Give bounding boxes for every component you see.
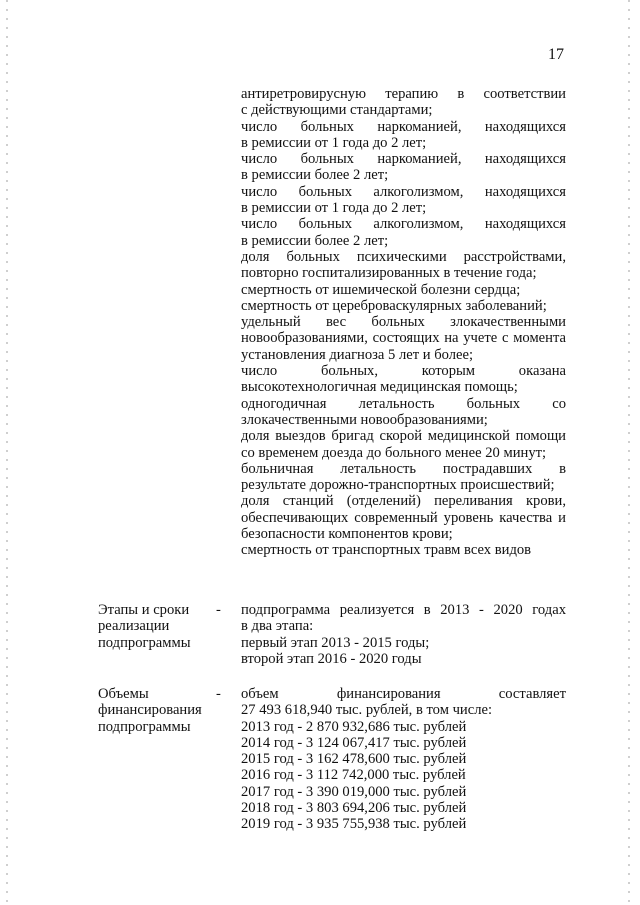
- stages-label: [98, 602, 213, 651]
- page-number: 17: [548, 46, 564, 63]
- financing-dash: -: [216, 686, 221, 702]
- financing-line: 2015 год - 3 162 478,600 тыс. рублей: [241, 751, 467, 768]
- financing-label-line: финансирования: [98, 702, 202, 719]
- stages-line: второй этап 2016 - 2020 годы: [241, 650, 422, 667]
- indicator-line: удельный вес больных злокачественными: [241, 314, 566, 331]
- indicator-line: число больных наркоманией, находящихся: [241, 118, 566, 135]
- financing-line: 2017 год - 3 390 019,000 тыс. рублей: [241, 783, 467, 800]
- financing-line: 2013 год - 2 870 932,686 тыс. рублей: [241, 718, 467, 735]
- indicator-line: новообразованиями, состоящих на учете с момента: [241, 330, 566, 347]
- indicator-line: в ремиссии более 2 лет;: [241, 167, 389, 184]
- indicator-line: установления диагноза 5 лет и более;: [241, 346, 474, 363]
- indicator-line: число больных наркоманией, находящихся: [241, 151, 566, 168]
- indicator-line: смертность от ишемической болезни сердца;: [241, 281, 521, 298]
- indicator-line: доля станций (отделений) переливания крови,: [241, 493, 566, 510]
- indicator-line: доля выездов бригад скорой медицинской помощи: [241, 428, 566, 445]
- indicator-line: злокачественными новообразованиями;: [241, 411, 488, 428]
- indicator-line: в ремиссии более 2 лет;: [241, 232, 389, 249]
- indicator-line: с действующими стандартами;: [241, 102, 433, 119]
- indicator-line: одногодичная летальность больных со: [241, 395, 566, 412]
- financing-text: [241, 686, 566, 833]
- indicator-line: результате дорожно-транспортных происшествий;: [241, 477, 555, 494]
- indicators-list: [241, 86, 566, 559]
- indicator-line: в ремиссии от 1 года до 2 лет;: [241, 200, 427, 217]
- financing-line: 2019 год - 3 935 755,938 тыс. рублей: [241, 816, 467, 833]
- indicator-line: в ремиссии от 1 года до 2 лет;: [241, 134, 427, 151]
- indicator-line: со временем доезда до больного менее 20 минут;: [241, 444, 547, 461]
- financing-line: 27 493 618,940 тыс. рублей, в том числе:: [241, 702, 493, 719]
- financing-label: [98, 686, 213, 735]
- financing-line: 2016 год - 3 112 742,000 тыс. рублей: [241, 767, 466, 784]
- stages-label-line: реализации: [98, 618, 170, 635]
- indicator-line: безопасности компонентов крови;: [241, 526, 453, 543]
- indicator-line: смертность от транспортных травм всех видов: [241, 542, 532, 559]
- indicator-line: число больных, которым оказана: [241, 363, 566, 380]
- financing-label-line: подпрограммы: [98, 718, 191, 735]
- indicator-line: число больных алкоголизмом, находящихся: [241, 183, 566, 200]
- indicator-line: смертность от цереброваскулярных заболеваний;: [241, 297, 547, 314]
- financing-line: 2018 год - 3 803 694,206 тыс. рублей: [241, 800, 467, 817]
- indicator-line: антиретровирусную терапию в соответствии: [241, 86, 566, 102]
- indicator-line: доля больных психическими расстройствами,: [241, 248, 566, 265]
- stages-text: [241, 602, 566, 667]
- financing-label-line: Объемы: [98, 686, 149, 702]
- indicator-line: обеспечивающих современный уровень качества и: [241, 509, 566, 526]
- indicator-line: повторно госпитализированных в течение года;: [241, 265, 537, 282]
- left-margin-marks: [6, 0, 8, 905]
- indicator-line: высокотехнологичная медицинская помощь;: [241, 379, 518, 396]
- stages-line: первый этап 2013 - 2015 годы;: [241, 634, 430, 651]
- stages-label-line: Этапы и сроки: [98, 602, 190, 618]
- indicator-line: число больных алкоголизмом, находящихся: [241, 216, 566, 233]
- stages-line: в два этапа:: [241, 618, 314, 635]
- right-margin-marks: [628, 0, 630, 905]
- indicator-line: больничная летальность пострадавших в: [241, 460, 566, 477]
- financing-line: объем финансирования составляет: [241, 686, 566, 702]
- stages-label-line: подпрограммы: [98, 634, 191, 651]
- financing-line: 2014 год - 3 124 067,417 тыс. рублей: [241, 734, 467, 751]
- stages-dash: -: [216, 602, 221, 618]
- stages-line: подпрограмма реализуется в 2013 - 2020 годах: [241, 602, 566, 618]
